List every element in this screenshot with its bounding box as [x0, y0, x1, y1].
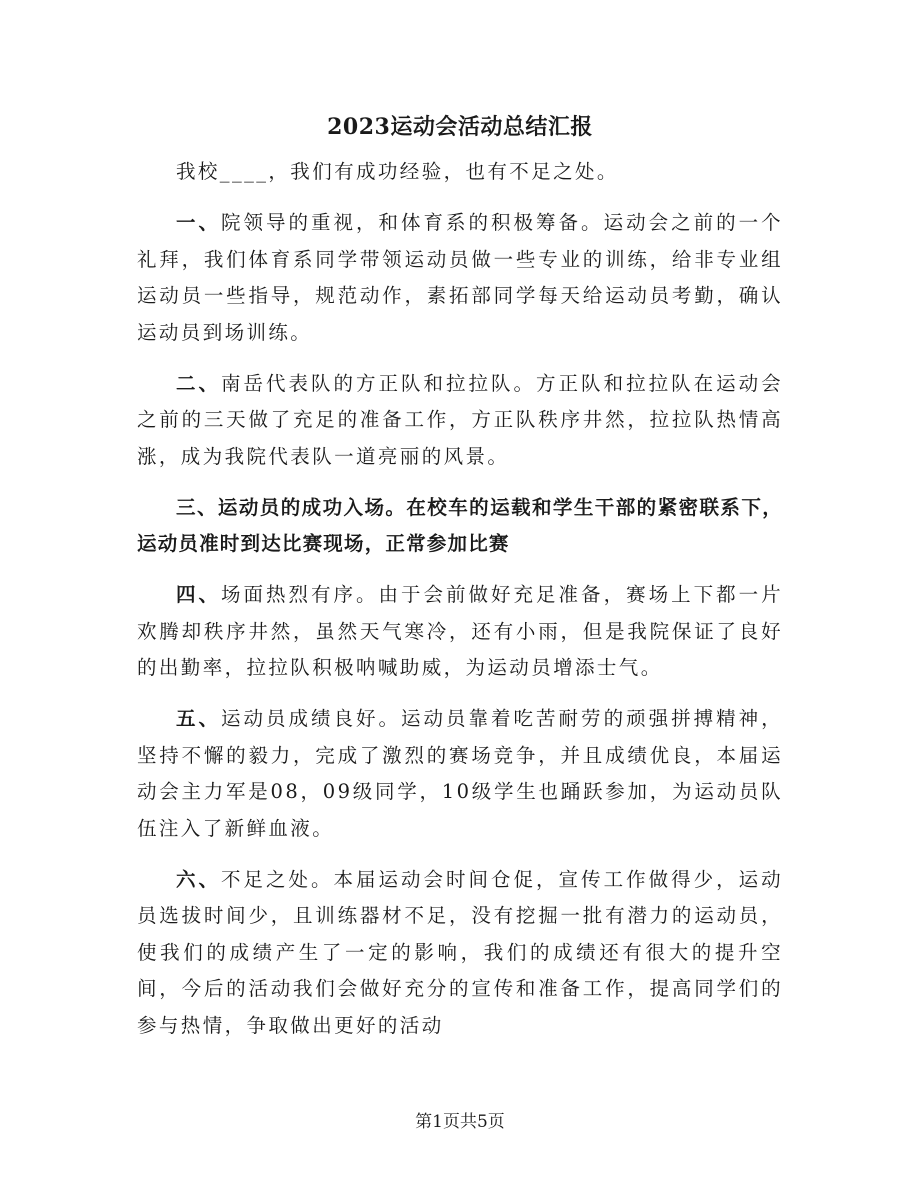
paragraph-1 [137, 205, 783, 351]
page-number-footer: 第1页共5页 [415, 1112, 505, 1132]
paragraph-4 [137, 577, 783, 687]
paragraph-1-text: 院领导的重视，和体育系的积极筹备。运动会之前的一个礼拜，我们体育系同学带领运动员做一些专业的训练，给非专业组运动员一些指导，规范动作，素拓部同学每天给运动员考勤，确认运动员到场训练。 [137, 211, 783, 344]
paragraph-6-text: 不足之处。本届运动会时间仓促，宣传工作做得少，运动员选拔时间少，且训练器材不足，没有挖掘一批有潜力的运动员，使我们的成绩产生了一定的影响，我们的成绩还有很大的提升空间，今后的活动我们会做好充分的宣传和准备工作，提高同学们的参与热情，争取做出更好的活动 [137, 867, 783, 1037]
document-title: 2023运动会活动总结汇报 [327, 114, 593, 140]
paragraph-6 [137, 862, 783, 1045]
document-body [137, 154, 783, 1059]
intro-paragraph: 我校____，我们有成功经验，也有不足之处。 [176, 160, 619, 183]
paragraph-2-lead: 二、 [176, 371, 222, 395]
paragraph-2 [137, 366, 783, 476]
paragraph-1-lead: 一、 [176, 211, 222, 234]
paragraph-5-text: 运动员成绩良好。运动员靠着吃苦耐劳的顽强拼搏精神，坚持不懈的毅力，完成了激烈的赛场竞争，并且成绩优良，本届运动会主力军是08，09级同学，10级学生也踊跃参加，为运动员队伍注入了新鲜血液。 [137, 707, 783, 840]
paragraph-3 [137, 490, 783, 563]
paragraph-4-lead: 四、 [176, 583, 222, 606]
paragraph-6-lead: 六、 [176, 867, 222, 891]
paragraph-3-lead: 三、 [176, 495, 218, 519]
paragraph-5 [137, 701, 783, 847]
paragraph-5-lead: 五、 [176, 707, 222, 730]
paragraph-4-text: 场面热烈有序。由于会前做好充足准备，赛场上下都一片欢腾却秩序井然，虽然天气寒冷，还有小雨，但是我院保证了良好的出勤率，拉拉队积极呐喊助威，为运动员增添士气。 [137, 583, 783, 679]
paragraph-3-text: 运动员的成功入场。在校车的运载和学生干部的紧密联系下，运动员准时到达比赛现场，正常参加比赛 [137, 495, 784, 555]
paragraph-2-text: 南岳代表队的方正队和拉拉队。方正队和拉拉队在运动会之前的三天做了充足的准备工作，方正队秩序井然，拉拉队热情高涨，成为我院代表队一道亮丽的风景。 [137, 371, 783, 468]
